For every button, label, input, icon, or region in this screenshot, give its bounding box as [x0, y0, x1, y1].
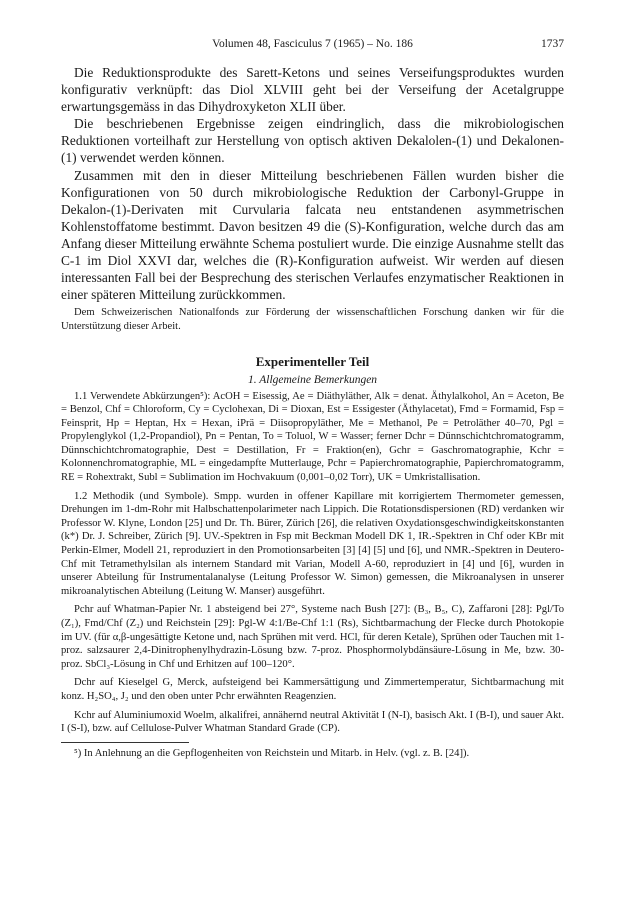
paragraph-paper-chromatography: Pchr auf Whatman-Papier Nr. 1 absteigend bei 27°, Systeme nach Bush [27]: (B₃, B₅, C), Zaffaroni [28]: Pgl/To (Z₁), Fmd/Chf (Z₂) und Reichstein [29]: Pgl-W 4:1/Be-Chf 1:1 (Rs), Sichtbarmachung der Flecke durch Photokopie im UV. (für α,β-ungesättigte Ketone und, nach Sprühen mit verd. HCl, für deren Ketale), Sprühen oder Tauchen mit 1-proz. salzsaurer 2,4-Dinitrophenylhydrazin-Lösung bzw. 7-proz. Phosphormolybdänsäure-Lösung in Me, bzw. 30-proz. SbCl₃-Lösung in Chf und Erhitzen auf 100–120°. — [61, 604, 564, 670]
page-number: 1737 — [541, 38, 564, 50]
section-subtitle: 1. Allgemeine Bemerkungen — [247, 373, 378, 386]
paragraph-summary: Zusammen mit den in dieser Mitteilung beschriebenen Fällen wurden bisher die Konfigurationen von 50 durch mikrobiologische Reduktion der Carbonyl-Gruppe in Dekalon-(1)-Derivaten mit Curvularia falcata neu entstandenen asymmetrischen Kohlenstoffatome bestimmt. Davon besitzen 49 die (S)-Konfiguration, welche durch das am Anfang dieser Mitteilung erwähnte Schema postuliert wurde. Die einzige Ausnahme stellt das C-1 im Diol XXVI dar, welches die (R)-Konfiguration aufweist. Wir werden auf diesen interessanten Fall bei der Besprechung des sterischen Verlaufes enzymatischer Reaktionen in einer späteren Mitteilung zurückkommen. — [61, 167, 564, 303]
footnote: ⁵) In Anlehnung an die Gepflogenheiten von Reichstein und Mitarb. in Helv. (vgl. z. B. [24]). — [74, 747, 470, 759]
paragraph-results: Die beschriebenen Ergebnisse zeigen eindringlich, dass die mikrobiologischen Reduktionen vorteilhaft zur Herstellung von optisch aktiven Dekalolen-(1) und Dekalonen-(1) verwendet werden können. — [61, 116, 564, 166]
paragraph-methods: 1.2 Methodik (und Symbole). Smpp. wurden in offener Kapillare mit korrigiertem Thermometer gemessen, Drehungen im 1-dm-Rohr mit Halbschattenpolarimeter nach Lippich. Die Rotationsdispersionen (RD) verdanken wir Professor W. Klyne, London [25] und Dr. Th. Bürer, Zürich [26], die relativen Oxydationsgeschwindigkeitskonstanten (k*) Dr. J. Schreiber, Zürich [9]. UV.-Spektren in Fsp mit Beckman Modell DK 1, IR.-Spektren in Chf oder KBr mit Perkin-Elmer, Modell 21, reproduziert in den Promotionsarbeiten [3] [4] [5] und [6], und NMR.-Spektren in Deutero-Chf mit Tetramethylsilan als internem Standard mit Varian, Modell A-60, reproduziert in [4] und [6], wurden in unserer Abteilung für Instrumentalanalyse (Leitung Professor W. Simon) gemessen, die Mikroanalysen in unserer mikroanalytischen Abteilung (Leitung W. Manser) ausgeführt. — [61, 490, 564, 597]
running-header — [61, 38, 564, 54]
footnote-rule — [61, 742, 189, 743]
paragraph-column-chromatography: Kchr auf Aluminiumoxid Woelm, alkalifrei, annähernd neutral Aktivität I (N-I), basisch Akt. I (B-I), und sauer Akt. I (S-I), bzw. auf Cellulose-Pulver Whatman Standard Grade (CP). — [61, 709, 564, 735]
journal-page — [61, 38, 564, 760]
paragraph-reduction-products: Die Reduktionsprodukte des Sarett-Ketons und seines Verseifungsproduktes wurden konfigurativ verknüpft: das Diol XLVIII geht bei der Verseifung der Acetalgruppe erwartungsgemäss in das Dihydroxyketon XLII über. — [61, 65, 564, 115]
main-text — [61, 64, 564, 303]
running-title: Volumen 48, Fasciculus 7 (1965) – No. 186 — [212, 38, 413, 50]
paragraph-abbreviations: 1.1 Verwendete Abkürzungen⁵): AcOH = Eisessig, Ae = Diäthyläther, Alk = denat. Äthylalkohol, An = Aceton, Be = Benzol, Chf = Chloroform, Cy = Cyclohexan, Di = Dioxan, Est = Essigester (Äthylacetat), Fmd = Formamid, Fsp = Feinsprit, Hp = Heptan, Hx = Hexan, iPrä = Diisopropyläther, Me = Methanol, Pe = Petroläther 40–70, Pgl = Propylenglykol (1,2-Propandiol), Pn = Pentan, To = Toluol, W = Wasser; ferner Dchr = Dünnschichtchromatogramm, Dünnschichtchromatographie, Dest = Destillation, Fr = Fraktion(en), Gchr = Gaschromatographie, Kchr = Kolonnenchromatographie, ML = eingedampfte Mutterlauge, Pchr = Papierchromatographie, Papierchromatogramm, RE = Rohextrakt, Subl = Sublimation im Hochvakuum (0,001–0,02 Torr), UK = Umkristallisation. — [61, 390, 564, 484]
section-title: Experimenteller Teil — [255, 353, 370, 369]
acknowledgement: Dem Schweizerischen Nationalfonds zur Förderung der wissenschaftlichen Forschung danken wir für die Unterstützung dieser Arbeit. — [61, 307, 564, 332]
paragraph-thin-layer-chromatography: Dchr auf Kieselgel G, Merck, aufsteigend bei Kammersättigung und Zimmertemperatur, Sichtbarmachung mit konz. H₂SO₄, J₂ und den oben unter Pchr erwähnten Reagenzien. — [61, 677, 564, 702]
experimental-text — [61, 390, 564, 736]
